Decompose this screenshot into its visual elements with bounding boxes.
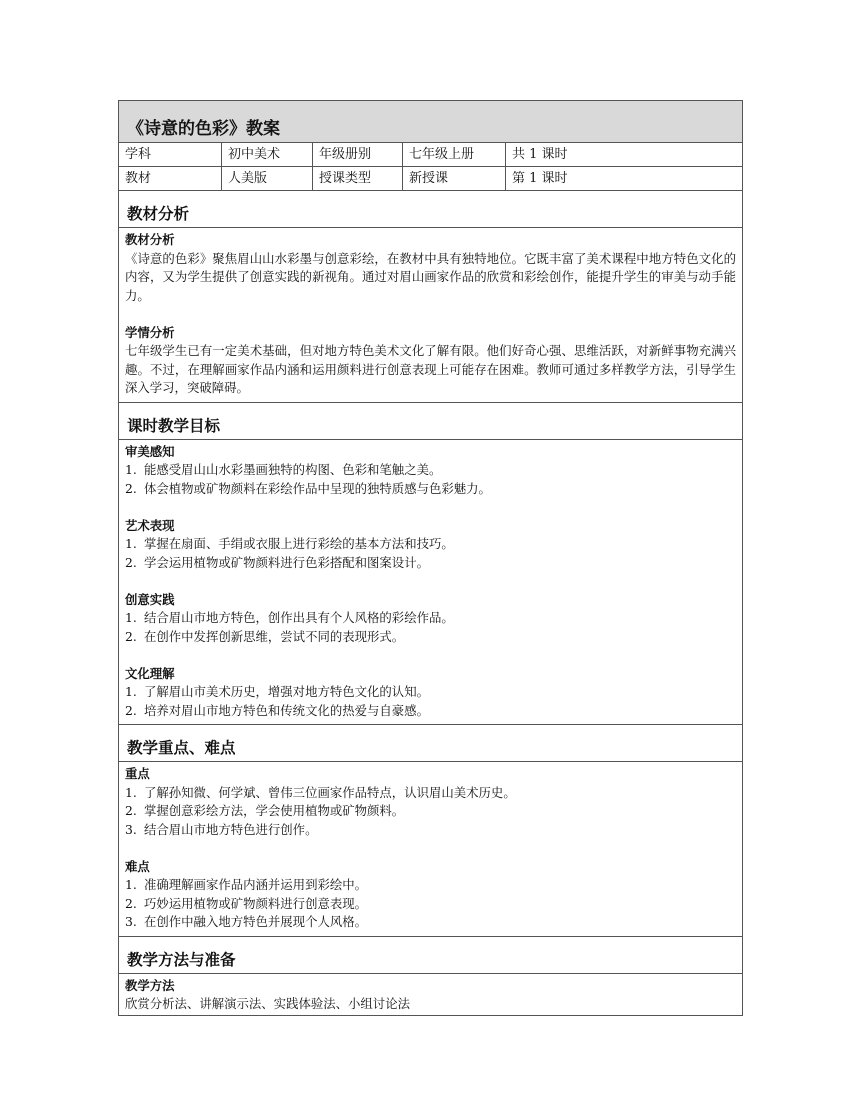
section-heading-methods: [119, 937, 742, 974]
list-item: 2. 掌握创意彩绘方法，学会使用植物或矿物颜料。: [125, 803, 405, 818]
subheading: 难点: [125, 858, 150, 874]
list-item: 2. 体会植物或矿物颜料在彩绘作品中呈现的独特质感与色彩魅力。: [125, 480, 491, 496]
meta-cell: 学科: [119, 143, 222, 166]
list-item: 1. 了解孙知微、何学斌、曾伟三位画家作品特点，认识眉山美术历史。: [125, 784, 516, 800]
meta-cell: 七年级上册: [403, 143, 506, 166]
meta-cell: 教材: [119, 167, 222, 190]
section-body-material: [119, 228, 742, 403]
list-item: 2. 学会运用植物或矿物颜料进行色彩搭配和图案设计。: [125, 554, 429, 570]
subheading: 教学方法: [125, 977, 175, 993]
meta-cell: 第 1 课时: [512, 171, 568, 186]
paragraph: 《诗意的色彩》聚焦眉山山水彩墨与创意彩绘，在教材中具有独特地位。它既丰富了美术课程中地方特色文化的内容，又为学生提供了创意实践的新视角。通过对眉山画家作品的欣赏和彩绘创作，能提升学生的审美与动手能力。: [125, 250, 736, 303]
meta-cell: 共 1 课时: [512, 147, 568, 162]
paragraph: 欣赏分析法、讲解演示法、实践体验法、小组讨论法: [125, 996, 410, 1011]
document-title: 《诗意的色彩》教案: [127, 119, 280, 139]
section-title: 课时教学目标: [127, 416, 221, 435]
subheading: 学情分析: [125, 324, 175, 340]
list-item: 2. 在创作中发挥创新思维，尝试不同的表现形式。: [125, 628, 405, 644]
subheading: 文化理解: [125, 665, 175, 681]
lesson-plan-table: [118, 100, 743, 1016]
meta-cell: 人美版: [222, 167, 313, 190]
section-title: 教学方法与准备: [127, 950, 236, 969]
section-heading-goals: [119, 403, 742, 440]
section-title: 教材分析: [127, 205, 190, 223]
list-item: 3. 在创作中融入地方特色并展现个人风格。: [125, 914, 368, 929]
list-item: 1. 能感受眉山山水彩墨画独特的构图、色彩和笔触之美。: [125, 462, 442, 477]
section-heading-material: [119, 191, 742, 228]
list-item: 1. 结合眉山市地方特色，创作出具有个人风格的彩绘作品。: [125, 610, 454, 625]
meta-cell: 授课类型: [313, 167, 403, 190]
list-item: 1. 了解眉山市美术历史，增强对地方特色文化的认知。: [125, 684, 429, 699]
section-heading-key-points: [119, 725, 742, 762]
list-item: 2. 培养对眉山市地方特色和传统文化的热爱与自豪感。: [125, 702, 429, 718]
section-body-methods: [119, 974, 742, 1015]
meta-cell: 初中美术: [222, 143, 313, 166]
meta-row-2: [119, 167, 742, 191]
subheading: 教材分析: [125, 232, 175, 247]
subheading: 审美感知: [125, 443, 175, 459]
section-body-goals: [119, 440, 742, 726]
list-item: 3. 结合眉山市地方特色进行创作。: [125, 821, 318, 837]
meta-row-1: [119, 143, 742, 167]
subheading: 艺术表现: [125, 517, 175, 533]
subheading: 创意实践: [125, 591, 175, 607]
list-item: 1. 准确理解画家作品内涵并运用到彩绘中。: [125, 877, 368, 892]
paragraph: 七年级学生已有一定美术基础，但对地方特色美术文化了解有限。他们好奇心强、思维活跃，对新鲜事物充满兴趣。不过，在理解画家作品内涵和运用颜料进行创意表现上可能存在困难。教师可通过多样教学方法，引导学生深入学习，突破障碍。: [125, 343, 736, 395]
list-item: 2. 巧妙运用植物或矿物颜料进行创意表现。: [125, 895, 368, 911]
title-row: [119, 101, 742, 143]
section-body-key-points: [119, 762, 742, 937]
meta-cell: 新授课: [403, 167, 506, 190]
subheading: 重点: [125, 766, 150, 781]
list-item: 1. 掌握在扇面、手绢或衣服上进行彩绘的基本方法和技巧。: [125, 536, 454, 551]
meta-cell: 年级册别: [313, 143, 403, 166]
section-title: 教学重点、难点: [127, 739, 236, 757]
